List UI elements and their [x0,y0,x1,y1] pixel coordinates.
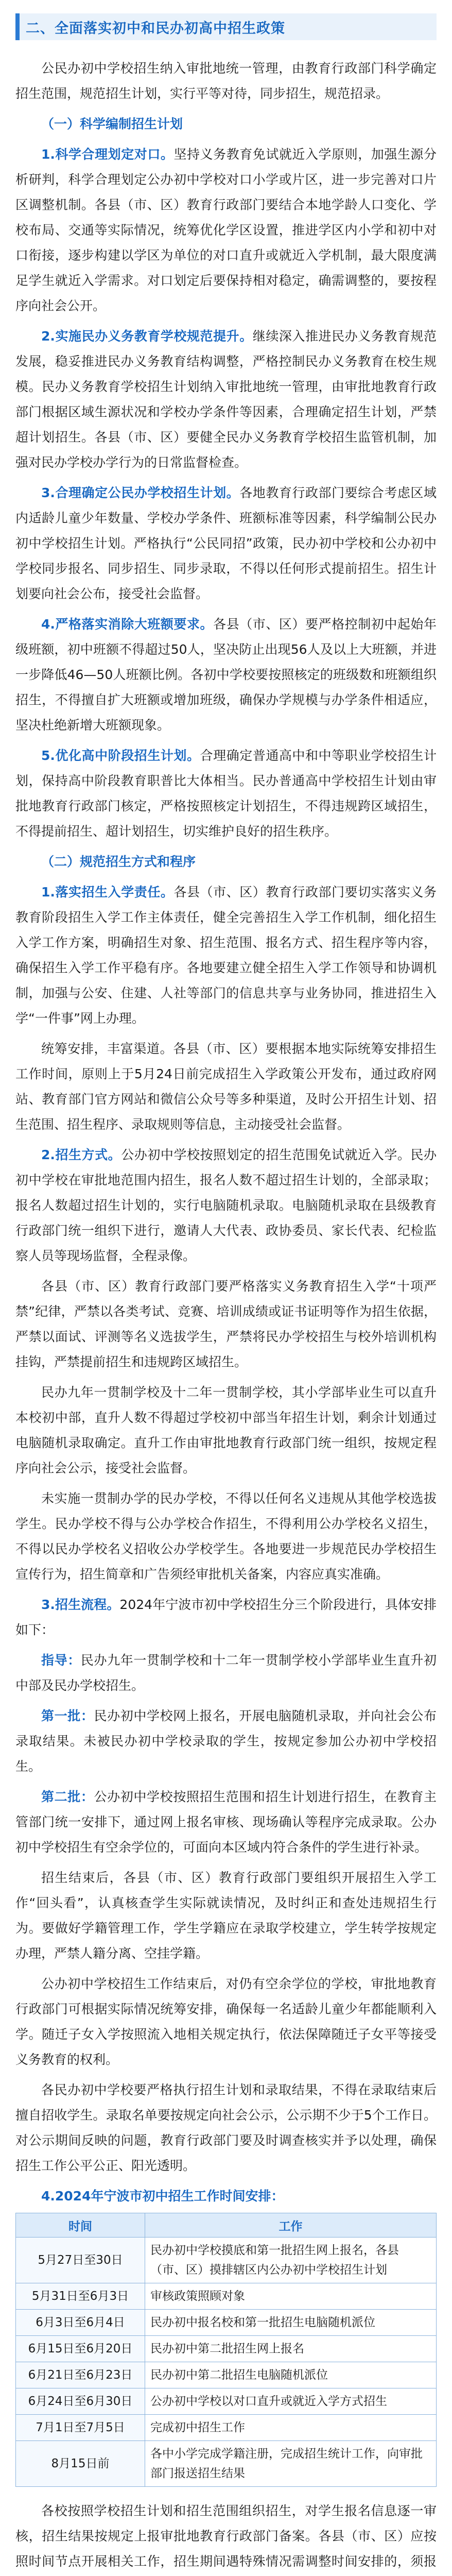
paragraph [15,1380,437,1481]
paragraph-text: 各县（市、区）教育行政部门要严格落实义务教育招生入学“十项严禁”纪律，严禁以各类考试、竞赛、培训成绩或证书证明等作为招生依据，严禁以面试、评测等名义选拔学生，严禁将民办学校招生与校外培训机构挂钩，严禁提前招生和违规跨区域招生。 [15,1279,437,1369]
paragraph-text: 坚持义务教育免试就近入学原则，加强生源分析研判，科学合理划定公办初中学校对口小学或片区，进一步完善对口片区调整机制。各县（市、区）教育行政部门要结合本地学龄人口变化、学校布局、交通等实际情况，统筹优化学区设置，推进学区内小学和初中对口衔接，逐步构建以学区为单位的对口直升或就近入学机制，最大限度满足学生就近入学需求。对口划定后要保持相对稳定，确需调整的，要按程序向社会公开。 [15,147,437,313]
schedule-row [16,2362,437,2388]
paragraph [15,743,437,844]
paragraph-text: 公民办初中学校招生纳入审批地统一管理，由教育行政部门科学确定招生范围，规范招生计划，实行平等对待，同步招生，规范招录。 [15,61,437,101]
paragraph-text: 各民办初中学校要严格执行招生计划和录取结果，不得在录取结束后擅自招收学生。录取名单要按规定向社会公示，公示期不少于5个工作日。对公示期间反映的问题，教育行政部门要及时调查核实并予以处理，确保招生工作公平公正、阳光透明。 [15,2082,437,2173]
paragraph-text: 2024年宁波市初中学校招生分三个阶段进行，具体安排如下： [15,1597,437,1637]
schedule-date: 8月15日前 [16,2441,145,2487]
schedule-work: 审核政策照顾对象 [145,2283,437,2310]
schedule-header-row [16,2213,437,2238]
paragraph-text: 公办初中学校按照招生范围和招生计划进行招生，在教育主管部门统一安排下，通过网上报名审核、现场确认等程序完成录取。公办初中学校招生有空余学位的，可面向本区域内符合条件的学生进行补录。 [15,1789,437,1855]
paragraph [15,1274,437,1375]
paragraph-text: 民办初中学校网上报名，开展电脑随机录取，并向社会公布录取结果。未被民办初中学校录取的学生，按规定参加公办初中学校招生。 [15,1708,437,1774]
paragraph-text: 民办九年一贯制学校及十二年一贯制学校，其小学部毕业生可以直升本校初中部，直升人数不得超过学校初中部当年招生计划，剩余计划通过电脑随机录取确定。直升工作由审批地教育行政部门统一组织，按规定程序向社会公示，接受社会监督。 [15,1385,437,1476]
schedule-table [15,2213,437,2487]
paragraph-lead: 4.严格落实消除大班额要求。 [41,617,214,632]
schedule-header-work: 工作 [145,2213,437,2238]
schedule-row [16,2336,437,2362]
schedule-row [16,2415,437,2441]
schedule-row [16,2441,437,2487]
paragraph-text: 各校按照学校招生计划和招生范围组织招生，对学生报名信息逐一审核，招生结果按规定上报审批地教育行政部门备案。各县（市、区）应按照时间节点开展相关工作，招生期间遇特殊情况需调整时间安排的，须报 [15,2503,437,2569]
paragraph-text: 各县（市、区）教育行政部门要切实落实义务教育阶段招生入学工作主体责任，健全完善招生入学工作机制，细化招生入学工作方案，明确招生对象、招生范围、报名方式、招生程序等内容，确保招生入学工作平稳有序。各地要建立健全招生入学工作领导和协调机制，加强与公安、住建、人社等部门的信息共享与业务协同，推进招生入学“一件事”网上办理。 [15,885,437,1026]
schedule-work: 民办初中学校摸底和第一批招生网上报名，各县（市、区）摸排辖区内公办初中学校招生计划 [145,2238,437,2283]
schedule-date: 5月27日至30日 [16,2238,145,2283]
paragraph [15,1971,437,2072]
schedule-date: 6月15日至6月20日 [16,2336,145,2362]
paragraph-text: 招生结束后，各县（市、区）教育行政部门要组织开展招生入学工作“回头看”，认真核查学生实际就读情况，及时纠正和查处违规招生行为。要做好学籍管理工作，学生学籍应在录取学校建立，学生转学按规定办理，严禁人籍分离、空挂学籍。 [15,1870,437,1961]
schedule-row [16,2388,437,2415]
paragraph [15,612,437,738]
paragraph [15,1036,437,1137]
paragraph [15,480,437,606]
paragraph-lead: 第二批： [41,1789,94,1804]
paragraph [15,1142,437,1268]
paragraph-lead: 指导： [41,1653,81,1668]
paragraph [15,1784,437,1860]
paragraph [15,1592,437,1642]
paragraph-text: 民办九年一贯制学校和十二年一贯制学校小学部毕业生直升初中部及民办学校招生。 [15,1653,437,1693]
schedule-date: 6月24日至6月30日 [16,2388,145,2415]
paragraph-lead: 2.实施民办义务教育学校规范提升。 [41,329,253,344]
paragraph-lead: 3.合理确定公民办学校招生计划。 [41,485,240,500]
paragraph-text: 继续深入推进民办义务教育规范发展，稳妥推进民办义务教育结构调整，严格控制民办义务教育在校生规模。民办义务教育学校招生计划纳入审批地统一管理，由审批地教育行政部门根据区域生源状况和学校办学条件等因素，合理确定招生计划，严禁超计划招生。各县（市、区）要健全民办义务教育学校招生监管机制，加强对民办学校办学行为的日常监督检查。 [15,329,437,470]
paragraph-text: 各地教育行政部门要综合考虑区域内适龄儿童少年数量、学校办学条件、班额标准等因素，科学编制公民办初中学校招生计划。严格执行“公民同招”政策，民办初中学校和公办初中学校同步报名、同步招生、同步录取，不得以任何形式提前招生。招生计划要向社会公布，接受社会监督。 [15,485,437,601]
paragraph-text: 公办初中学校招生工作结束后，对仍有空余学位的学校，审批地教育行政部门可根据实际情况统筹安排，确保每一名适龄儿童少年都能顺利入学。随迁子女入学按照流入地相关规定执行，依法保障随迁子女平等接受义务教育的权利。 [15,1976,437,2067]
schedule-date: 6月3日至6月4日 [16,2310,145,2336]
paragraph-lead: 3.招生流程。 [41,1597,120,1612]
schedule-date: 5月31日至6月3日 [16,2283,145,2310]
schedule-work: 公办初中学校以对口直升或就近入学方式招生 [145,2388,437,2415]
schedule-work: 各中小学完成学籍注册，完成招生统计工作，向审批部门报送招生结果 [145,2441,437,2487]
paragraph-text: 各县（市、区）要严格控制初中起始年级班额，初中班额不得超过50人，坚决防止出现56人及以上大班额，并进一步降低46—50人班额比例。各初中学校要按照核定的班级数和班额组织招生，不得擅自扩大班额或增加班级，确保办学规模与办学条件相适应，坚决杜绝新增大班额现象。 [15,617,437,733]
schedule-row [16,2283,437,2310]
schedule-header-date: 时间 [16,2213,145,2238]
schedule-work: 完成初中招生工作 [145,2415,437,2441]
paragraph-text: 合理确定普通高中和中等职业学校招生计划，保持高中阶段教育职普比大体相当。民办普通高中学校招生计划由审批地教育行政部门核定，严格按照核定计划招生，不得违规跨区域招生，不得提前招生、超计划招生，切实维护良好的招生秩序。 [15,748,437,839]
paragraph [15,1703,437,1779]
paragraph-lead: 2.招生方式。 [41,1147,121,1162]
schedule-heading: 4.2024年宁波市初中招生工作时间安排： [41,2189,284,2204]
paragraph-text: 统筹安排，丰富渠道。各县（市、区）要根据本地实际统筹安排招生工作时间，原则上于5月24日前完成招生入学政策公开发布，通过政府网站、教育部门官方网站和微信公众号等多种渠道，及时公开招生计划、招生范围、招生程序、录取规则等信息，主动接受社会监督。 [15,1041,437,1132]
document-body [15,56,437,2576]
paragraph [15,2077,437,2178]
schedule-date: 6月21日至6月23日 [16,2362,145,2388]
schedule-row [16,2310,437,2336]
subheading: （一）科学编制招生计划 [41,116,183,131]
paragraph-lead: 1.落实招生入学责任。 [41,885,174,900]
schedule-work: 民办初中报名校和第一批招生电脑随机派位 [145,2310,437,2336]
schedule-row [16,2238,437,2283]
paragraph [15,142,437,318]
subheading: （二）规范招生方式和程序 [41,854,196,869]
paragraph [15,1486,437,1587]
paragraph [15,1648,437,1698]
paragraph-text: 公办初中学校按照划定的招生范围免试就近入学。民办初中学校在审批地范围内招生，报名人数不超过招生计划的，全部录取；报名人数超过招生计划的，实行电脑随机录取。电脑随机录取在县级教育行政部门统一组织下进行，邀请人大代表、政协委员、家长代表、纪检监察人员等现场监督，全程录像。 [15,1147,437,1263]
paragraph [15,324,437,475]
section-title: 二、全面落实初中和民办初高中招生政策 [26,20,285,37]
section-banner [15,13,437,40]
paragraph [15,2498,437,2576]
schedule-date: 7月1日至7月5日 [16,2415,145,2441]
paragraph-lead: 第一批： [41,1708,94,1723]
paragraph [15,56,437,106]
schedule-work: 民办初中第二批招生电脑随机派位 [145,2362,437,2388]
paragraph [15,879,437,1031]
schedule-work: 民办初中第二批招生网上报名 [145,2336,437,2362]
paragraph [15,1865,437,1966]
paragraph-text: 未实施一贯制办学的民办学校，不得以任何名义违规从其他学校选拔学生。民办学校不得与公办学校合作招生，不得利用公办学校名义招生，不得以民办学校名义招收公办学校学生。各地要进一步规范民办学校招生宣传行为，招生简章和广告须经审批机关备案，内容应真实准确。 [15,1491,437,1582]
paragraph-lead: 1.科学合理划定对口。 [41,147,174,162]
paragraph-lead: 5.优化高中阶段招生计划。 [41,748,200,763]
